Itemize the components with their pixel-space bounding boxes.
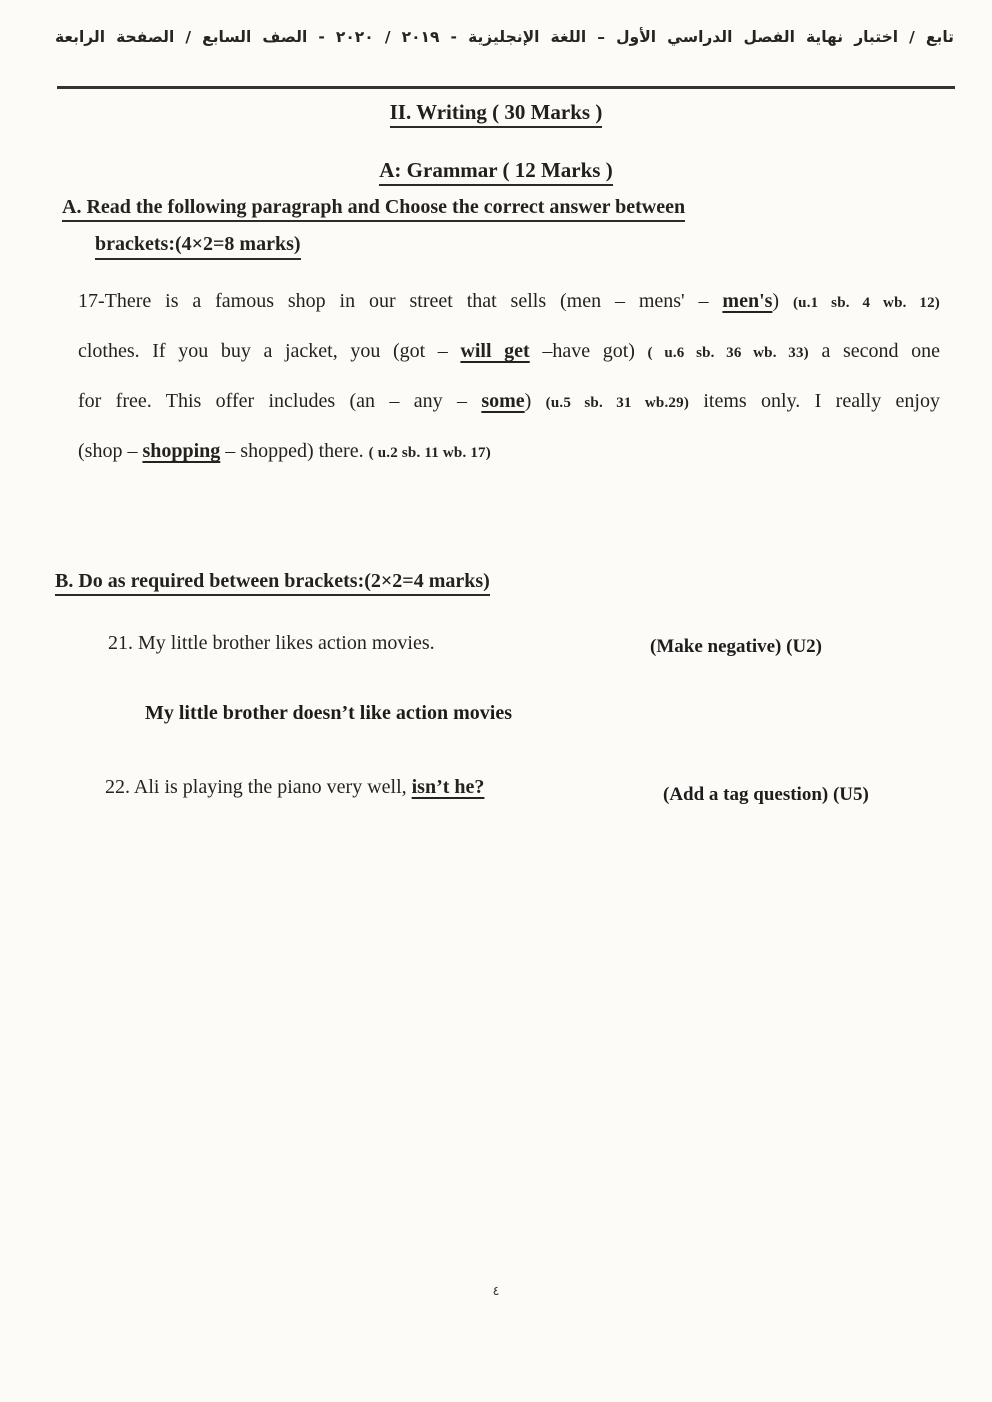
line4-text: (shop –: [78, 440, 143, 462]
writing-section-title: [0, 100, 992, 125]
question-22-number: 22.: [105, 776, 130, 798]
paragraph-line-1: [78, 290, 940, 313]
question-22-text: Ali is playing the piano very well,: [130, 776, 412, 798]
question-21-answer: My little brother doesn’t like action movies: [145, 702, 512, 724]
question-22: [105, 776, 484, 799]
question-21-instruction: (Make negative) (U2): [650, 636, 823, 657]
exam-header-arabic: تابع / اختبار نهاية الفصل الدراسي الأول – اللغة الإنجليزية - ٢٠١٩ / ٢٠٢٠ - الصف السابع / الصفحة الرابعة: [55, 28, 954, 46]
source-ref-1: (u.1 sb. 4 wb. 12): [792, 295, 940, 311]
part-a-heading-line2: brackets:(4×2=8 marks): [95, 233, 301, 260]
line4-close: – shopped) there.: [220, 440, 369, 462]
line2-close: –have got): [529, 340, 648, 362]
line1-text: 17-There is a famous shop in our street that sells (men – mens' –: [78, 290, 723, 312]
chosen-answer-mens: men's: [722, 290, 773, 312]
line2-text: clothes. If you buy a jacket, you (got –: [78, 340, 461, 362]
paragraph-line-2: [78, 340, 940, 363]
grammar-subsection-title-text: A: Grammar ( 12 Marks ): [379, 158, 612, 186]
source-ref-3: (u.5 sb. 31 wb.29): [545, 395, 690, 411]
line3-close: ): [524, 390, 546, 412]
part-a-heading-line1: A. Read the following paragraph and Choose the correct answer between: [62, 196, 685, 222]
page-number: ٤: [492, 1284, 500, 1299]
line3-text: for free. This offer includes (an – any –: [78, 390, 482, 412]
question-21: [108, 632, 435, 655]
question-21-text: My little brother likes action movies.: [133, 632, 435, 654]
part-a-heading: [62, 196, 685, 260]
paragraph-line-3: [78, 390, 940, 413]
header-divider-rule: [57, 86, 955, 89]
line1-close: ): [772, 290, 793, 312]
part-b-heading-text: B. Do as required between brackets:(2×2=4 marks): [55, 570, 490, 596]
grammar-subsection-title: [0, 158, 992, 183]
chosen-answer-shopping: shopping: [142, 440, 221, 462]
question-22-instruction: (Add a tag question) (U5): [663, 784, 869, 805]
question-22-answer-inline: isn’t he?: [411, 776, 485, 798]
writing-section-title-text: II. Writing ( 30 Marks ): [390, 100, 603, 128]
paragraph-line-4: [78, 440, 940, 463]
source-ref-4: ( u.2 sb. 11 wb. 17): [368, 445, 491, 461]
question-21-number: 21.: [108, 632, 133, 654]
line2-tail: a second one: [808, 340, 941, 362]
source-ref-2: ( u.6 sb. 36 wb. 33): [647, 345, 809, 361]
grammar-paragraph: [78, 290, 940, 490]
chosen-answer-will-get: will get: [460, 340, 530, 362]
line3-tail: items only. I really enjoy: [689, 390, 940, 412]
chosen-answer-some: some: [481, 390, 525, 412]
part-b-heading: [55, 570, 490, 593]
